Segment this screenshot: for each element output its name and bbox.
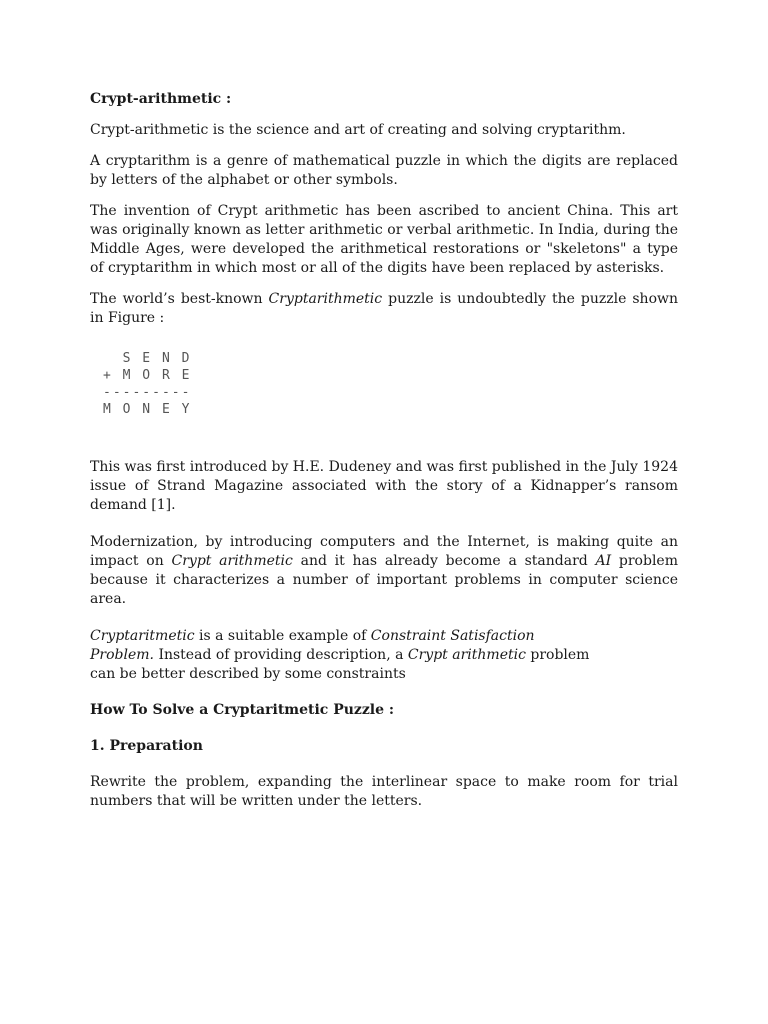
text-run: problem because it characterizes a number of important problems in computer science area. xyxy=(90,553,678,607)
paragraph-cryptarithm: A cryptarithm is a genre of mathematical puzzle in which the digits are replaced by letters of the alphabet or other symbols. xyxy=(90,153,678,188)
text-run: and it has already become a standard xyxy=(292,553,596,569)
text-run-italic: Crypt arithmetic xyxy=(407,647,526,663)
text-run: Instead of providing description, a xyxy=(154,647,408,663)
text-run-italic: Cryptarithmetic xyxy=(268,291,383,307)
paragraph-modernization xyxy=(90,533,678,609)
text-run: Modernization, by introducing computers and the Internet, is making quite an impact on xyxy=(90,534,678,569)
text-run-italic: AI xyxy=(595,553,612,569)
text-run-italic: Constraint Satisfaction xyxy=(370,628,535,644)
text-run-italic: Problem. xyxy=(90,647,154,663)
paragraph-best-known xyxy=(90,290,678,328)
puzzle-line-result: M O N E Y xyxy=(103,402,192,417)
paragraph-dudeney: This was first introduced by H.E. Dudeney and was first published in the July 1924 issue of Strand Magazine associated with the story of a Kidnapper’s ransom demand [1]. xyxy=(90,459,678,513)
paragraph-preparation: Rewrite the problem, expanding the interlinear space to make room for trial numbers that will be written under the letters. xyxy=(90,774,678,809)
how-to-heading: How To Solve a Cryptaritmetic Puzzle : xyxy=(90,702,395,718)
puzzle-line-1: S E N D xyxy=(103,351,192,366)
send-more-money-figure xyxy=(103,350,203,418)
text-run: can be better described by some constraints xyxy=(90,666,406,682)
section-title: Crypt-arithmetic : xyxy=(90,91,232,107)
puzzle-line-2: + M O R E xyxy=(103,368,192,383)
paragraph-csp xyxy=(90,627,678,684)
text-run-italic: Cryptaritmetic xyxy=(90,628,195,644)
text-run: puzzle is undoubtedly the puzzle shown in Figure : xyxy=(90,291,678,326)
preparation-heading: 1. Preparation xyxy=(90,738,203,754)
text-run-italic: Crypt arithmetic xyxy=(171,553,293,569)
text-run: The world’s best-known xyxy=(90,291,269,307)
text-run: is a suitable example of xyxy=(194,628,371,644)
puzzle-divider: --------- xyxy=(103,385,192,400)
text-run: problem xyxy=(525,647,590,663)
document-page xyxy=(90,88,678,811)
paragraph-definition: Crypt-arithmetic is the science and art of creating and solving cryptarithm. xyxy=(90,122,626,138)
paragraph-history: The invention of Crypt arithmetic has been ascribed to ancient China. This art was originally known as letter arithmetic or verbal arithmetic. In India, during the Middle Ages, were developed the arithmetical restorations or "skeletons" a type of cryptarithm in which most or all of the digits have been replaced by asterisks. xyxy=(90,203,678,276)
